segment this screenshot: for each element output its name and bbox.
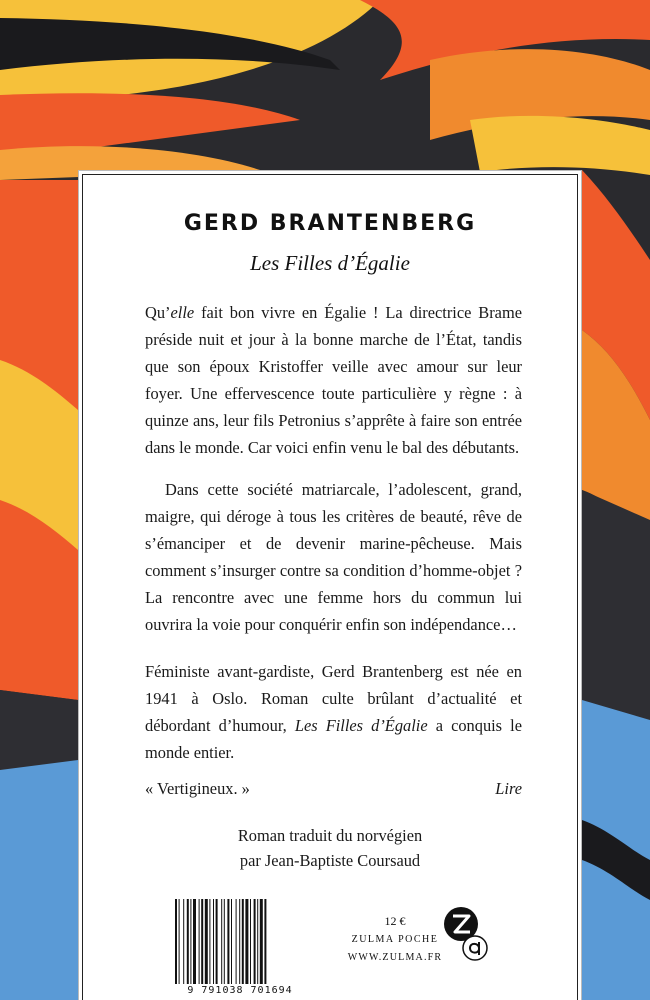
back-cover-panel: [78, 170, 582, 1000]
barcode-bar: [254, 899, 256, 984]
barcode-bar: [183, 899, 184, 984]
bio-book-title: Les Filles d’Égalie: [294, 716, 428, 735]
barcode-bar: [213, 899, 214, 984]
barcode-bar: [190, 899, 191, 984]
barcode-number: 9 791038 701694: [187, 985, 293, 996]
barcode-bar: [245, 899, 248, 984]
barcode-bar: [224, 899, 225, 984]
blurb-p1-emphasis: elle: [170, 303, 195, 322]
barcode-bar: [175, 899, 177, 984]
bio-rest: a conquis le monde entier.: [145, 716, 522, 762]
barcode-bar: [221, 899, 222, 984]
barcode-bar: [264, 899, 266, 984]
barcode-bar: [205, 899, 208, 984]
barcode-bar: [257, 899, 258, 984]
bio-intro: Féministe avant-gardiste, Gerd Brantenberg est née en 1941 à Oslo. Roman culte brûlant d’actualité et débordant d’humour,: [145, 662, 522, 735]
translation-credit: [79, 823, 581, 873]
barcode-bar: [260, 899, 263, 984]
price-label: 12 €: [384, 914, 406, 928]
barcode-bar: [236, 899, 237, 984]
publisher-website: WWW.ZULMA.FR: [347, 952, 443, 963]
translation-line-1: Roman traduit du norvégien: [237, 826, 423, 845]
barcode-bar: [193, 899, 196, 984]
book-title: Les Filles d’Égalie: [250, 251, 410, 275]
review-quote: [145, 779, 522, 799]
blurb-paragraph-2: [145, 476, 522, 638]
author-bio-paragraph: [145, 658, 522, 766]
blurb-p1-rest: fait bon vivre en Égalie ! La directrice Brame préside nuit et jour à la bonne marche de l’État, tandis que son époux Kristoffer veille avec amour sur leur foyer. Une effervescence toute particulière y règne : à quinze ans, leur fils Petronius s’apprête à faire son entrée dans le monde. Car voici enfin venu le bal des débutants.: [145, 303, 522, 457]
blurb-paragraph-1: [145, 299, 522, 461]
barcode-bar: [250, 899, 251, 984]
review-quote-text: « Vertigineux. »: [145, 779, 250, 798]
barcode-bar: [199, 899, 200, 984]
barcode-bar: [242, 899, 244, 984]
barcode-bar: [201, 899, 203, 984]
barcode-bar: [239, 899, 240, 984]
barcode-bar: [216, 899, 218, 984]
author-name: GERD BRANTENBERG: [183, 211, 477, 236]
barcode-bar: [227, 899, 229, 984]
review-source: Lire: [495, 779, 522, 798]
translation-line-2: par Jean-Baptiste Coursaud: [239, 851, 421, 870]
zulma-za-logo-icon: [443, 904, 489, 962]
publisher-name: ZULMA POCHE: [351, 934, 439, 945]
barcode-bar: [209, 899, 210, 984]
barcode-bar: [231, 899, 232, 984]
blurb-p2-text: Dans cette société matriarcale, l’adolescent, grand, maigre, qui déroge à tous les critères de beauté, rêve de s’émanciper et de devenir marine-pêcheuse. Mais comment s’insurger contre sa condition d’homme-objet ? La rencontre avec une femme hors du commun lui ouvrira la voie pour conquérir enfin son indépendance…: [145, 480, 522, 634]
isbn-barcode: [173, 899, 305, 984]
barcode-bar: [179, 899, 180, 984]
barcode-bar: [187, 899, 189, 984]
blurb-p1-intro: Qu’: [145, 303, 171, 322]
